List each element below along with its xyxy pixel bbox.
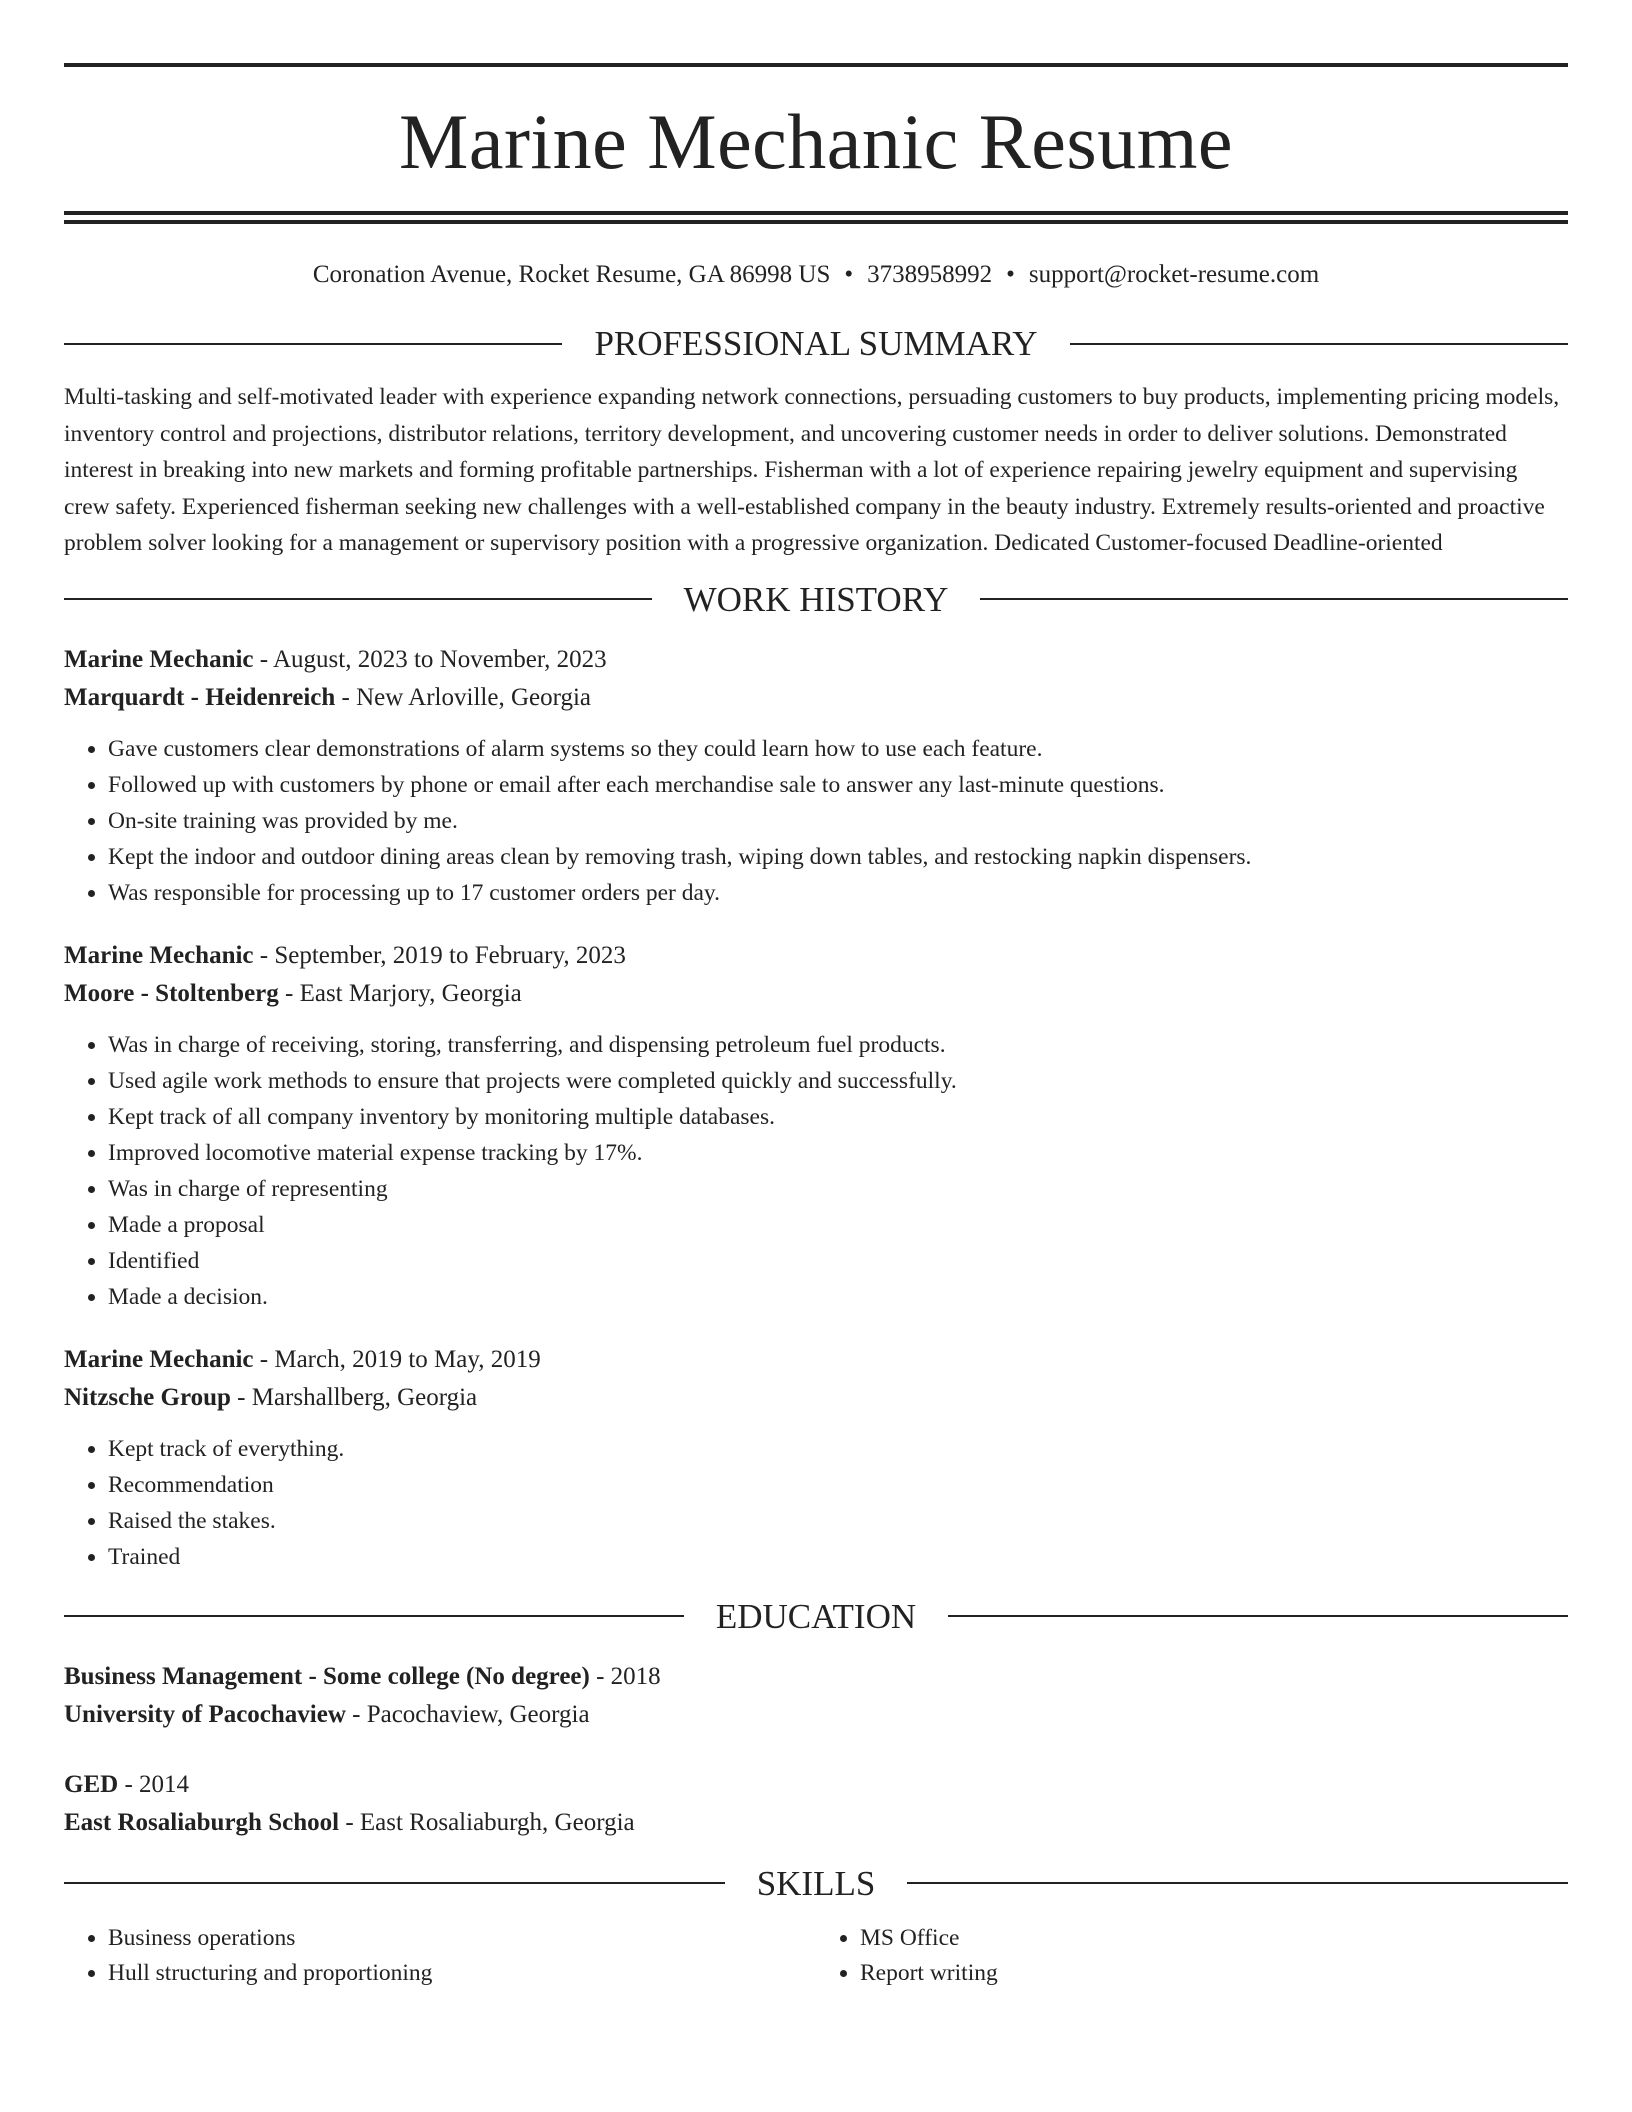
job-bullet: • Improved locomotive material expense tracking by 17%. xyxy=(108,1135,1568,1171)
section-title: PROFESSIONAL SUMMARY xyxy=(594,324,1038,363)
contact-separator: • xyxy=(844,261,854,288)
contact-line xyxy=(64,260,1568,290)
job-bullets xyxy=(64,1027,1568,1315)
job-bullet: • Was responsible for processing up to 17 customer orders per day. xyxy=(108,875,1568,911)
job-bullet: • Identified xyxy=(108,1243,1568,1279)
section-header-skills xyxy=(64,1863,1568,1903)
education-degree: GED xyxy=(64,1770,119,1798)
section-rule-right xyxy=(980,598,1568,600)
job-entry xyxy=(64,937,1568,1315)
job-company-line xyxy=(64,679,1568,717)
job-title-line xyxy=(64,1341,1568,1379)
education-location: - East Rosaliaburgh, Georgia xyxy=(339,1808,635,1836)
job-bullet: • Was in charge of representing xyxy=(108,1171,1568,1207)
job-company-line xyxy=(64,975,1568,1013)
job-title-line xyxy=(64,641,1568,679)
section-title: SKILLS xyxy=(756,1863,876,1903)
section-rule-left xyxy=(64,343,562,345)
job-location: - East Marjory, Georgia xyxy=(278,979,522,1007)
job-dates: - August, 2023 to November, 2023 xyxy=(253,645,607,673)
education-entry xyxy=(64,1766,1568,1842)
education-year: - 2018 xyxy=(589,1662,661,1690)
education-school-line xyxy=(64,1696,1568,1734)
job-bullet: • On-site training was provided by me. xyxy=(108,803,1568,839)
job-bullet: • Kept the indoor and outdoor dining areas clean by removing trash, wiping down tables, and restocking napkin dispensers. xyxy=(108,839,1568,875)
job-bullet: • Was in charge of receiving, storing, transferring, and dispensing petroleum fuel products. xyxy=(108,1027,1568,1063)
section-header-education xyxy=(64,1596,1568,1636)
job-bullet: • Used agile work methods to ensure that projects were completed quickly and successfully. xyxy=(108,1063,1568,1099)
section-rule-left xyxy=(64,598,652,600)
job-company: Marquardt - Heidenreich xyxy=(64,683,336,711)
job-title: Marine Mechanic xyxy=(64,645,254,673)
education-degree-line xyxy=(64,1658,1568,1696)
section-rule-right xyxy=(948,1615,1568,1617)
section-header-work xyxy=(64,579,1568,619)
education-year: - 2014 xyxy=(118,1770,190,1798)
job-bullet: • Recommendation xyxy=(108,1467,1568,1503)
section-rule-right xyxy=(907,1882,1568,1884)
skills-list xyxy=(64,1921,816,1991)
contact-phone: 3738958992 xyxy=(867,261,993,288)
section-title: WORK HISTORY xyxy=(683,579,949,619)
job-location: - Marshallberg, Georgia xyxy=(230,1383,478,1411)
job-bullet: • Kept track of everything. xyxy=(108,1431,1568,1467)
job-location: - New Arloville, Georgia xyxy=(335,683,592,711)
skill-item: • Report writing xyxy=(860,1956,1568,1991)
education-school-line xyxy=(64,1804,1568,1842)
job-bullet: • Raised the stakes. xyxy=(108,1503,1568,1539)
education-school: University of Pacochaview xyxy=(64,1700,346,1728)
skill-item: • Hull structuring and proportioning xyxy=(108,1956,816,1991)
education-degree: Business Management - Some college (No degree) xyxy=(64,1662,590,1690)
job-bullet: • Trained xyxy=(108,1539,1568,1575)
skill-item: • Business operations xyxy=(108,1921,816,1956)
title-double-rule xyxy=(64,211,1568,224)
job-bullet: • Followed up with customers by phone or email after each merchandise sale to answer any last-minute questions. xyxy=(108,767,1568,803)
section-header-summary xyxy=(64,326,1568,361)
job-dates: - September, 2019 to February, 2023 xyxy=(253,941,626,969)
job-bullet: • Gave customers clear demonstrations of alarm systems so they could learn how to use each feature. xyxy=(108,731,1568,767)
section-rule-left xyxy=(64,1882,725,1884)
job-bullet: • Kept track of all company inventory by monitoring multiple databases. xyxy=(108,1099,1568,1135)
job-title: Marine Mechanic xyxy=(64,941,254,969)
summary-text: Multi-tasking and self-motivated leader with experience expanding network connections, persuading customers to buy products, implementing pricing models, inventory control and projections, distributor relations, territory development, and uncovering customer needs in order to deliver solutions. Demonstrated interest in breaking into new markets and forming profitable partnerships. Fisherman with a lot of experience repairing jewelry equipment and supervising crew safety. Experienced fisherman seeking new challenges with a well-established company in the beauty industry. Extremely results-oriented and proactive problem solver looking for a management or supervisory position with a progressive organization. Dedicated Customer-focused Deadline-oriented xyxy=(64,384,1560,556)
job-entry xyxy=(64,1341,1568,1575)
job-title-line xyxy=(64,937,1568,975)
skills-column-left xyxy=(64,1921,816,1991)
job-bullet: • Made a decision. xyxy=(108,1279,1568,1315)
section-rule-left xyxy=(64,1615,684,1617)
job-dates: - March, 2019 to May, 2019 xyxy=(253,1345,541,1373)
job-bullet: • Made a proposal xyxy=(108,1207,1568,1243)
contact-email: support@rocket-resume.com xyxy=(1028,261,1320,288)
top-rule xyxy=(64,63,1568,67)
job-company: Moore - Stoltenberg xyxy=(64,979,279,1007)
job-title: Marine Mechanic xyxy=(64,1345,254,1373)
job-bullets xyxy=(64,731,1568,911)
skills-list xyxy=(816,1921,1568,1991)
job-entry xyxy=(64,641,1568,911)
skill-item: • MS Office xyxy=(860,1921,1568,1956)
skills-grid xyxy=(64,1921,1568,1991)
education-school: East Rosaliaburgh School xyxy=(64,1808,340,1836)
section-title: EDUCATION xyxy=(715,1596,917,1636)
education-location: - Pacochaview, Georgia xyxy=(345,1700,590,1728)
job-company: Nitzsche Group xyxy=(64,1383,231,1411)
education-degree-line xyxy=(64,1766,1568,1804)
job-bullets xyxy=(64,1431,1568,1575)
skills-column-right xyxy=(816,1921,1568,1991)
job-company-line xyxy=(64,1379,1568,1417)
contact-address: Coronation Avenue, Rocket Resume, GA 86998 US xyxy=(312,261,831,288)
resume-title: Marine Mechanic Resume xyxy=(398,98,1234,185)
section-rule-right xyxy=(1070,343,1568,345)
education-entry xyxy=(64,1658,1568,1734)
contact-separator: • xyxy=(1006,261,1015,288)
